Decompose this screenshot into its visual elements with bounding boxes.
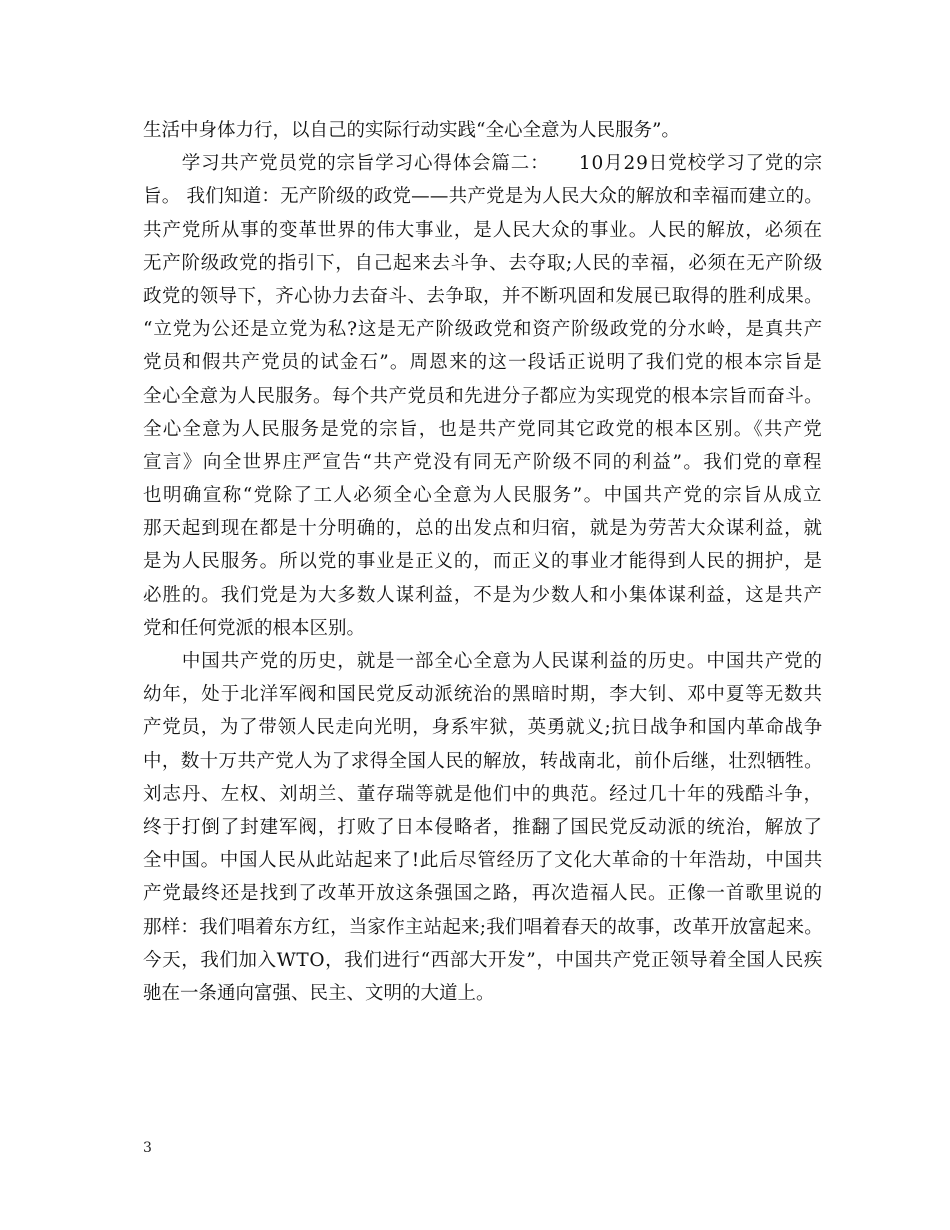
text-line: 中，数十万共产党人为了求得全国人民的解放，转战南北，前仆后继，壮烈牺牲。 [143,750,823,772]
text-line: 驰在一条通向富强、民主、文明的大道上。 [143,982,495,1004]
text-line: 是为人民服务。所以党的事业是正义的，而正义的事业才能得到人民的拥护，是 [143,551,823,573]
text-line: 幼年，处于北洋军阀和国民党反动派统治的黑暗时期，李大钊、邓中夏等无数共 [143,684,823,706]
body-text [143,114,823,1010]
text-line: 那天起到现在都是十分明确的，总的出发点和归宿，就是为劳苦大众谋利益，就 [143,518,823,540]
text-line: 旨。 我们知道：无产阶级的政党——共产党是为人民大众的解放和幸福而建立的。 [143,186,823,208]
text-line: 党和任何党派的根本区别。 [143,617,366,639]
text-line: 中国共产党的历史，就是一部全心全意为人民谋利益的历史。中国共产党的 [143,651,823,672]
text-line: 无产阶级政党的指引下，自己起来去斗争、去夺取;人民的幸福，必须在无产阶级 [143,252,823,274]
text-line: 产党员，为了带领人民走向光明，身系牢狱，英勇就义;抗日战争和国内革命战争 [143,717,823,739]
text-line: 终于打倒了封建军阀，打败了日本侵略者，推翻了国民党反动派的统治，解放了 [143,816,823,838]
page-number: 3 [143,1140,152,1156]
text-line: 那样：我们唱着东方红，当家作主站起来;我们唱着春天的故事，改革开放富起来。 [143,916,823,938]
text-line: 全中国。中国人民从此站起来了!此后尽管经历了文化大革命的十年浩劫，中国共 [143,850,823,872]
text-line: 全心全意为人民服务。每个共产党员和先进分子都应为实现党的根本宗旨而奋斗。 [143,385,823,407]
text-line: 党员和假共产党员的试金石”。周恩来的这一段话正说明了我们党的根本宗旨是 [143,352,823,374]
text-line: 生活中身体力行，以自己的实际行动实践“全心全意为人民服务”。 [143,120,680,141]
text-line: 今天，我们加入WTO，我们进行“西部大开发”，中国共产党正领导着全国人民疾 [143,949,823,971]
text-line: 产党最终还是找到了改革开放这条强国之路，再次造福人民。正像一首歌里说的 [143,883,823,905]
text-line: 政党的领导下，齐心协力去奋斗、去争取，并不断巩固和发展已取得的胜利成果。 [143,285,823,307]
text-line: 学习共产党员党的宗旨学习心得体会篇二： 10月29日党校学习了党的宗 [143,153,823,175]
text-line: “立党为公还是立党为私?这是无产阶级政党和资产阶级政党的分水岭，是真共产 [143,319,823,341]
text-line: 宣言》向全世界庄严宣告“共产党没有同无产阶级不同的利益”。我们党的章程 [143,451,823,473]
text-line: 共产党所从事的变革世界的伟大事业，是人民大众的事业。人民的解放，必须在 [143,219,823,241]
text-line: 全心全意为人民服务是党的宗旨，也是共产党同其它政党的根本区别。《共产党 [143,418,823,440]
text-line: 必胜的。我们党是为大多数人谋利益，不是为少数人和小集体谋利益，这是共产 [143,584,823,606]
text-line: 刘志丹、左权、刘胡兰、董存瑞等就是他们中的典范。经过几十年的残酷斗争， [143,783,823,805]
text-line: 也明确宣称“党除了工人必须全心全意为人民服务”。中国共产党的宗旨从成立 [143,485,823,507]
